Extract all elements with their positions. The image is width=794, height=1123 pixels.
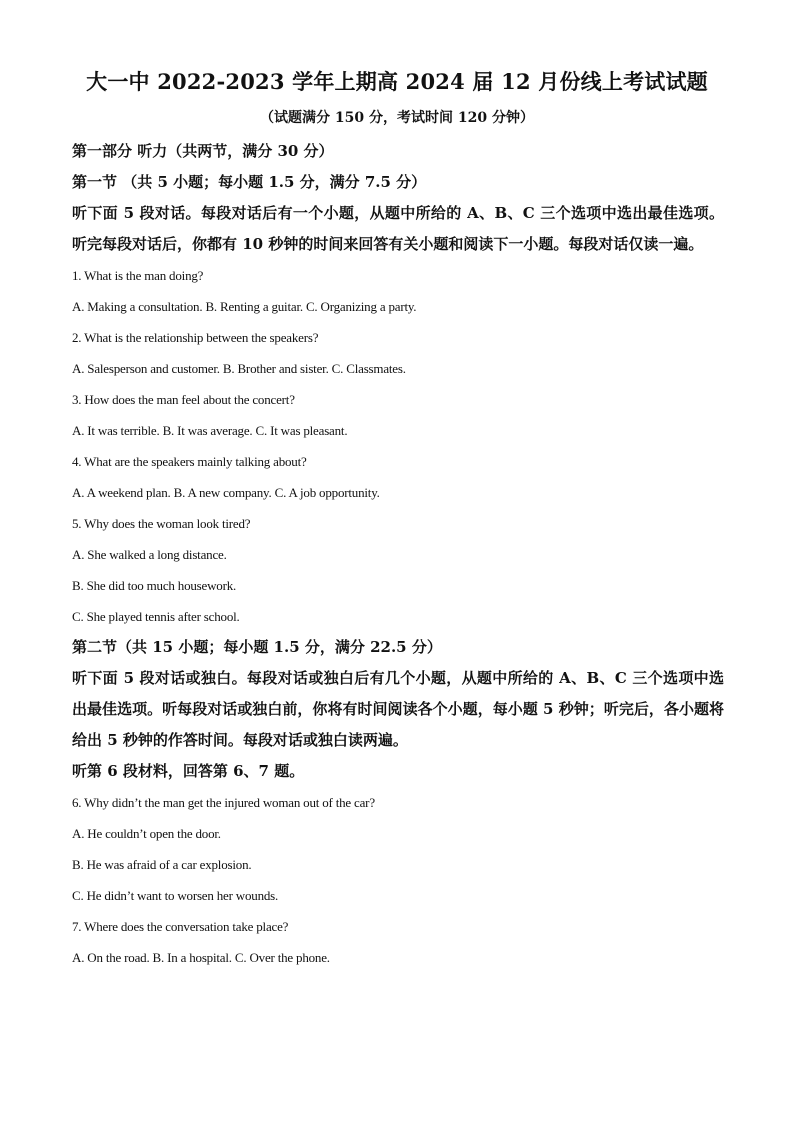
question-5-option-a: A. She walked a long distance. [72, 547, 227, 562]
part1-heading: 第一部分 听力（共两节，满分 30 分） [72, 142, 334, 160]
question-5-option-c: C. She played tennis after school. [72, 609, 240, 624]
question-2: 2. What is the relationship between the speakers? [72, 330, 319, 345]
question-7: 7. Where does the conversation take place? [72, 919, 289, 934]
question-6-option-b: B. He was afraid of a car explosion. [72, 857, 252, 872]
question-1-options: A. Making a consultation. B. Renting a guitar. C. Organizing a party. [72, 299, 417, 314]
question-2-options: A. Salesperson and customer. B. Brother and sister. C. Classmates. [72, 361, 406, 376]
question-5-option-b: B. She did too much housework. [72, 578, 237, 593]
question-7-options: A. On the road. B. In a hospital. C. Over the phone. [72, 950, 330, 965]
material-6-heading: 听第 6 段材料，回答第 6、7 题。 [72, 762, 305, 780]
question-3-options: A. It was terrible. B. It was average. C. It was pleasant. [72, 423, 348, 438]
section2-heading: 第二节（共 15 小题；每小题 1.5 分，满分 22.5 分） [72, 638, 442, 656]
exam-content [72, 136, 724, 973]
question-6-option-c: C. He didn’t want to worsen her wounds. [72, 888, 279, 903]
section1-heading: 第一节 （共 5 小题；每小题 1.5 分，满分 7.5 分） [72, 173, 427, 191]
exam-subtitle: （试题满分 150 分，考试时间 120 分钟） [260, 110, 534, 126]
section1-instruction: 听下面 5 段对话。每段对话后有一个小题，从题中所给的 A、B、C 三个选项中选出最佳选项。听完每段对话后，你都有 10 秒钟的时间来回答有关小题和阅读下一小题。每段对话仅读一遍。 [72, 204, 724, 253]
exam-title: 大一中 2022-2023 学年上期高 2024 届 12 月份线上考试试题 [86, 69, 708, 94]
question-6-option-a: A. He couldn’t open the door. [72, 826, 221, 841]
question-6: 6. Why didn’t the man get the injured woman out of the car? [72, 795, 375, 810]
question-1: 1. What is the man doing? [72, 268, 204, 283]
question-4: 4. What are the speakers mainly talking about? [72, 454, 307, 469]
question-4-options: A. A weekend plan. B. A new company. C. A job opportunity. [72, 485, 380, 500]
question-3: 3. How does the man feel about the concert? [72, 392, 295, 407]
section2-instruction: 听下面 5 段对话或独白。每段对话或独白后有几个小题，从题中所给的 A、B、C 三个选项中选出最佳选项。听每段对话或独白前，你将有时间阅读各个小题，每小题 5 秒钟；听完后，各小题将给出 5 秒钟的作答时间。每段对话或独白读两遍。 [72, 669, 724, 749]
question-5: 5. Why does the woman look tired? [72, 516, 251, 531]
